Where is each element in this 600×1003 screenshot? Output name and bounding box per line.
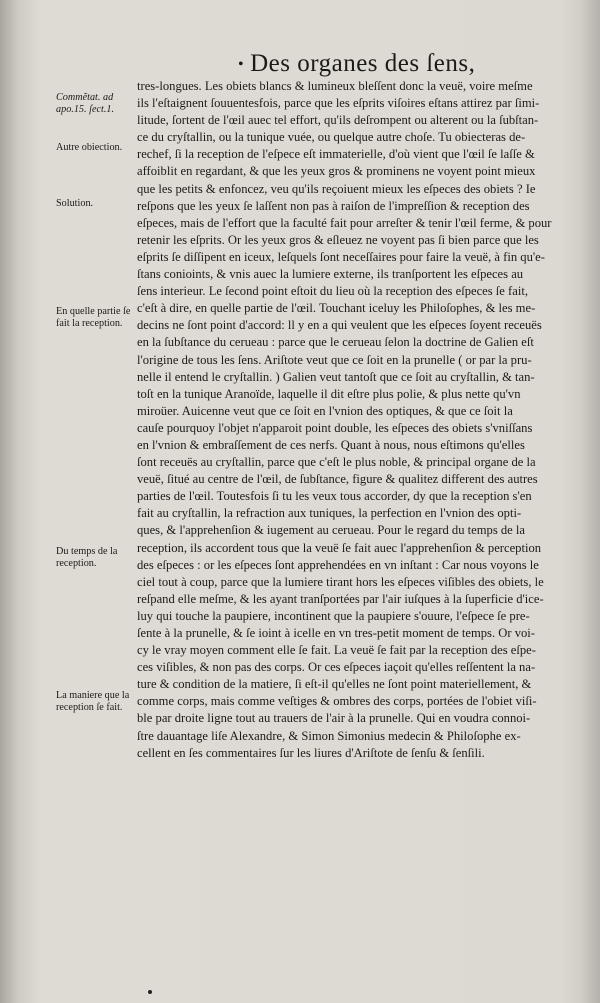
text-line: comme corps, mais comme veſtiges & ombres des corps, portées de l'obiet viſi- <box>137 694 537 709</box>
header-title: Des organes des ſens, <box>250 50 476 77</box>
text-line: decins ne ſont point d'accord: ll y en a qui veulent que les eſpeces ſoyent receuës <box>137 318 542 333</box>
text-line: reſpand elle meſme, & les ayant tranſportées par l'air iuſques à la ſuperficie d'ice- <box>137 591 544 606</box>
text-line: miroüer. Auicenne veut que ce ſoit en l'vnion des optiques, & que ce ſoit la <box>137 403 513 418</box>
text-line: ſtre dauantage liſe Alexandre, & Simon Simonius medecin & Philoſophe ex- <box>137 728 521 743</box>
text-line: luy qui touche la paupiere, incontinent que la paupiere s'ouure, l'eſpece ſe pre- <box>137 608 530 623</box>
running-header <box>238 50 475 78</box>
text-line: eſprits ſe diſſipent en iceux, leſquels ſont neceſſaires pour faire la veuë, à fin qu'e- <box>137 249 545 264</box>
text-line: que les petits & enfoncez, veu qu'ils reçoiuent mieux les eſpeces des obiets ? Ie <box>137 181 536 196</box>
text-line: ce du cryſtallin, ou la tunique vuée, ou quelque autre choſe. Tu obiecteras de- <box>137 130 526 145</box>
text-line: reſpons que les yeux ſe laſſent non pas à raiſon de l'impreſſion & reception des <box>137 198 530 213</box>
text-line: parties de l'œil. Toutesfois ſi tu les veux tous accorder, dy que la reception s'en <box>137 489 532 504</box>
text-line: ble par droite ligne tout au trauers de l'air à la prunelle. Qui en voudra connoi- <box>137 711 531 726</box>
margin-note: Commẽtat. ad apo.15. ſect.1. <box>56 92 115 115</box>
text-line: ture & condition de la matiere, ſi eſt-il qu'elles ne ſont point materiellement, & <box>137 677 532 692</box>
text-line: cellent en ſes commentaires ſur les liures d'Ariſtote de ſenſu & ſenſili. <box>137 745 485 760</box>
text-line: en l'vnion & embraſſement de ces nerfs. Quant à nous, nous eſtimons qu'elles <box>137 437 525 452</box>
ink-speck <box>148 990 152 994</box>
text-line: reception, ils accordent tous que la veuë ſe fait auec l'apprehenſion & perception <box>137 540 542 555</box>
text-line: eſpeces, mais de l'effort que la faculté fait pour arreſter & tenir l'œil ferme, & pour <box>137 215 552 230</box>
text-line: ſens interieur. Le ſecond point eſtoit du lieu où la reception des eſpeces ſe fait, <box>137 284 528 299</box>
text-line: ſont receuës au cryſtallin, parce que c'eſt le plus noble, & principal organe de la <box>137 455 536 470</box>
text-line: ces viſibles, & non pas des corps. Or ces eſpeces iaçoit qu'elles reſſentent la na- <box>137 660 536 675</box>
margin-note: Solution. <box>56 198 94 209</box>
text-line: ſtans conioints, & vnis auec la lumiere externe, ils tranſportent les eſpeces au <box>137 267 524 282</box>
text-line: retenir les eſprits. Or les yeux gros & eſleuez ne voyent pas ſi bien parce que les <box>137 232 539 247</box>
text-line: ques, & l'apprehenſion & iugement au cerueau. Pour le regard du temps de la <box>137 523 526 538</box>
text-line: ils l'eſtaignent ſouuentesfois, parce que les eſprits viſoires eſtans attirez par ſimi- <box>137 96 540 111</box>
text-line: c'eſt à dire, en quelle partie de l'œil. Touchant iceluy les Philoſophes, & les me- <box>137 301 536 316</box>
text-line: cauſe pourquoy l'objet n'apparoit point double, les eſpeces des obiets s'vniſſans <box>137 420 533 435</box>
margin-note: En quelle partie ſe fait la reception. <box>56 306 131 329</box>
text-line: l'origine de tous les ſens. Ariſtote veut que ce ſoit en la prunelle ( or par la pru- <box>137 352 532 367</box>
text-line: en la ſubſtance du cerueau : parce que le cerueau ſelon la doctrine de Galien eſt <box>137 335 534 350</box>
margin-note: Autre obiection. <box>56 142 123 153</box>
text-line: des eſpeces : or les eſpeces ſont apprehendées en vn inſtant : Car nous voyons le <box>137 557 539 572</box>
text-line: affoiblit en regardant, & que les yeux gros & prominens ne voyent point mieux <box>137 164 536 179</box>
text-line: toſt en la tunique Aranoïde, laquelle il dit eſtre plus polie, & plus nette qu'vn <box>137 386 521 401</box>
text-line: ſente à la prunelle, & ſe ioint à icelle en vn tres-petit moment de temps. Or voi- <box>137 626 535 640</box>
margin-note: La maniere que la reception ſe fait. <box>56 690 130 713</box>
header-bullet: • <box>238 56 245 73</box>
text-line: cy le vray moyen comment elle ſe fait. La veuë ſe fait par la reception des eſpe- <box>137 643 536 658</box>
text-line: fait au cryſtallin, la refraction aux tuniques, la perfection en l'vnion des opti- <box>137 506 522 521</box>
text-line: litude, ſortent de l'œil auec tel effort, qu'ils deſrompent ou alterent ou la ſubſtan- <box>137 113 539 128</box>
margin-note: Du temps de la reception. <box>56 546 118 569</box>
body-text <box>137 78 599 762</box>
text-line: rechef, ſi la reception de l'eſpece eſt immaterielle, d'où vient que l'œil ſe laſſe & <box>137 147 535 162</box>
text-line: ciel tout à coup, parce que la lumiere tirant hors les eſpeces viſibles des obiets, le <box>137 574 544 589</box>
text-line: nelle il entend le cryſtallin. ) Galien veut tantoſt que ce ſoit au cryſtallin, & tan- <box>137 369 535 384</box>
text-line: veuë, ſitué au centre de l'œil, de ſubſtance, figure & qualitez different des autres <box>137 472 538 487</box>
text-line: tres-longues. Les obiets blancs & lumineux bleſſent donc la veuë, voire meſme <box>137 79 533 93</box>
